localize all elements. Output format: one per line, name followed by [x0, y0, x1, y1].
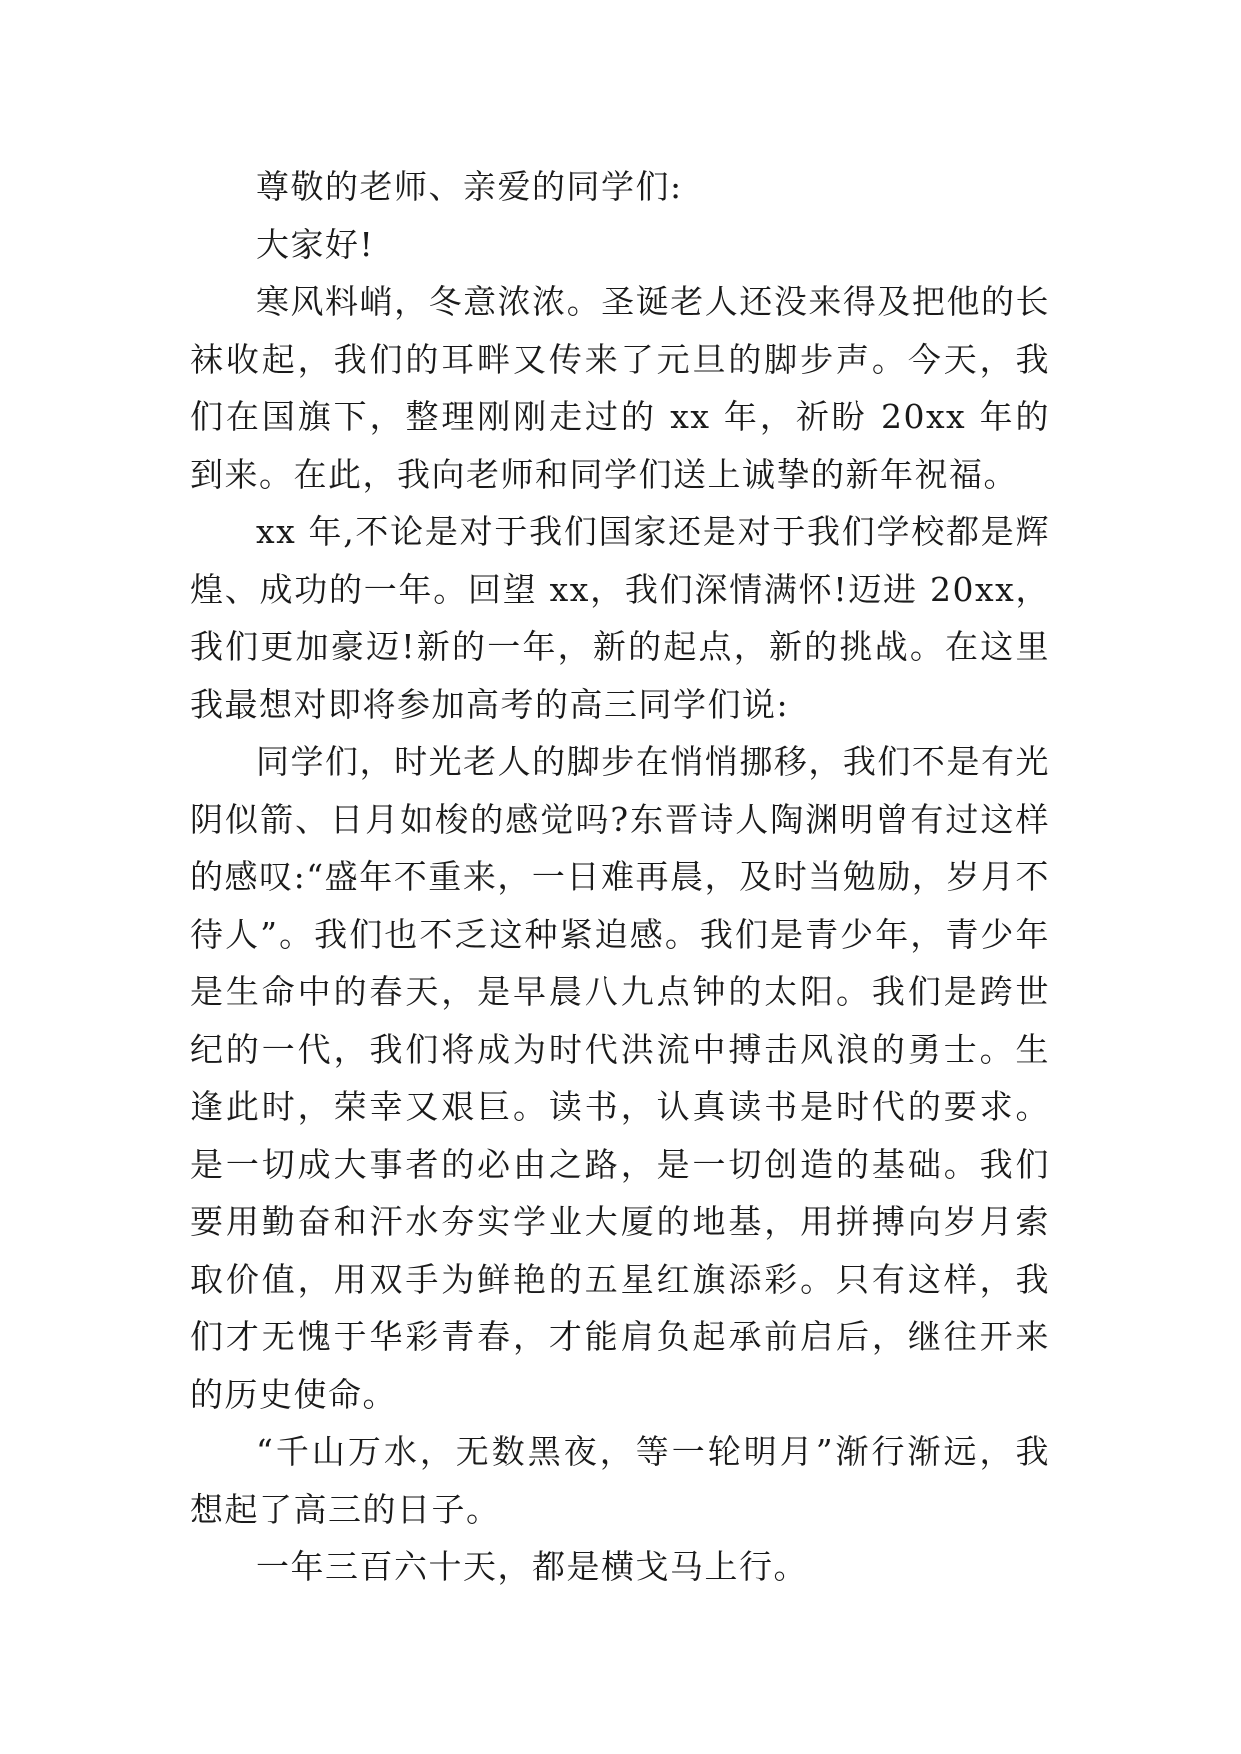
paragraph-address-students: 同学们，时光老人的脚步在悄悄挪移，我们不是有光阴似箭、日月如梭的感觉吗?东晋诗人陶渊明曾有过这样的感叹:“盛年不重来，一日难再晨，及时当勉励，岁月不待人”。我们也不乏这种紧迫感。我们是青少年，青少年是生命中的春天，是早晨八九点钟的太阳。我们是跨世纪的一代，我们将成为时代洪流中搏击风浪的勇士。生逢此时，荣幸又艰巨。读书，认真读书是时代的要求。是一切成大事者的必由之路，是一切创造的基础。我们要用勤奋和汗水夯实学业大厦的地基，用拼搏向岁月索取价值，用双手为鲜艳的五星红旗添彩。只有这样，我们才无愧于华彩青春，才能肩负起承前启后，继往开来的历史使命。: [190, 742, 1050, 1414]
paragraph-closing-line: 一年三百六十天，都是横戈马上行。: [256, 1547, 808, 1586]
document-body: [190, 158, 1050, 1596]
paragraph-recollection: “千山万水，无数黑夜，等一轮明月”渐行渐远，我想起了高三的日子。: [190, 1432, 1050, 1529]
paragraph-intro: 寒风料峭，冬意浓浓。圣诞老人还没来得及把他的长袜收起，我们的耳畔又传来了元旦的脚步声。今天，我们在国旗下，整理刚刚走过的 xx 年，祈盼 20xx 年的到来。在此，我向老师和同学们送上诚挚的新年祝福。: [190, 282, 1050, 494]
greeting: 大家好!: [256, 224, 375, 264]
paragraph-year-review: xx 年,不论是对于我们国家还是对于我们学校都是辉煌、成功的一年。回望 xx，我们深情满怀!迈进 20xx，我们更加豪迈!新的一年，新的起点，新的挑战。在这里我最想对即将参加高考的高三同学们说:: [190, 512, 1050, 724]
salutation: 尊敬的老师、亲爱的同学们:: [256, 167, 683, 206]
